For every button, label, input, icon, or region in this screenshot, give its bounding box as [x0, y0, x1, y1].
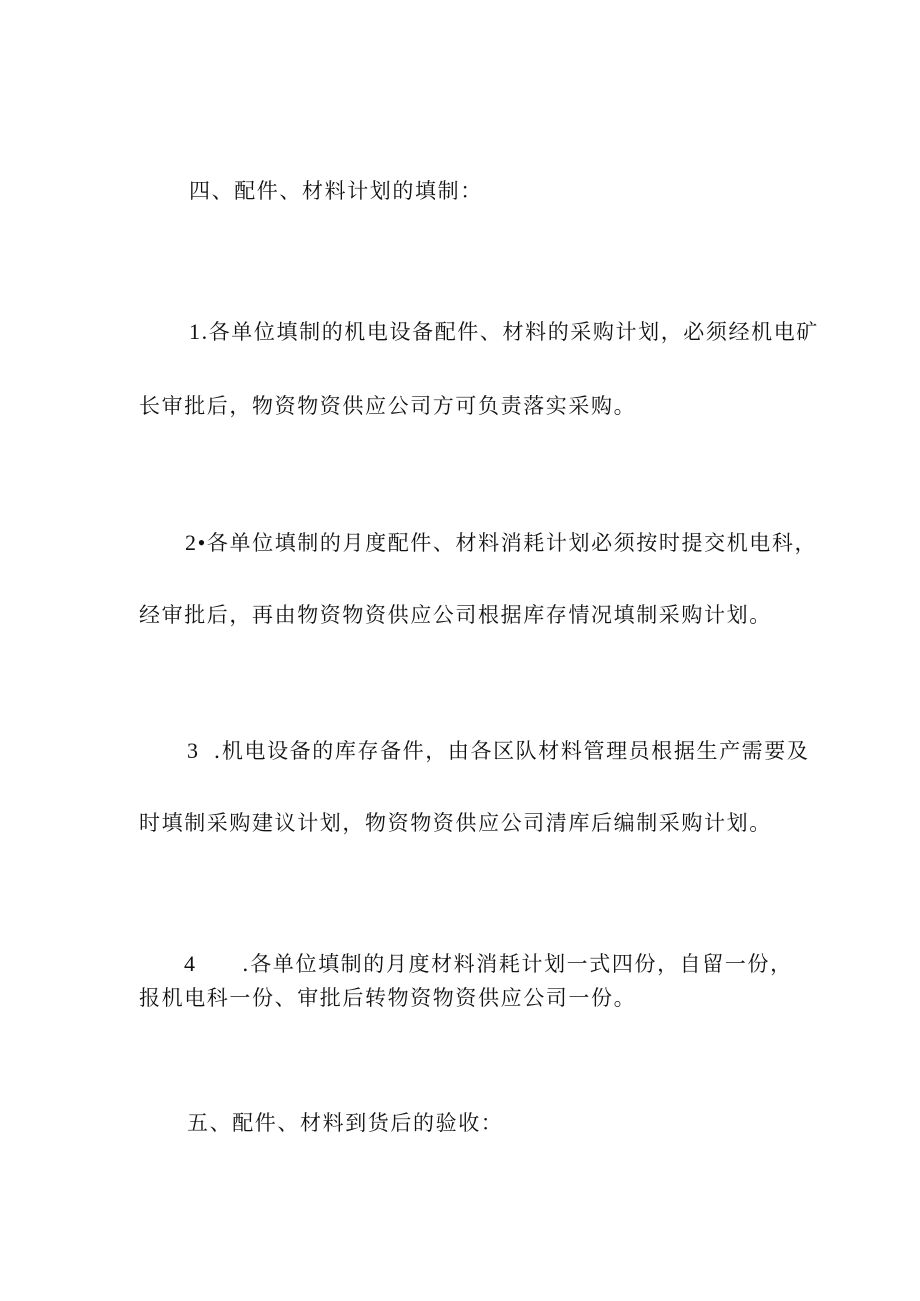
item-4-line-1: [184, 949, 793, 979]
item-1-number: 1.: [189, 319, 209, 344]
item-3-number: 3: [187, 738, 200, 763]
item-4-line-2: 报机电科一份、审批后转物资物资供应公司一份。: [139, 986, 637, 1010]
item-1-line-1: [189, 317, 819, 347]
item-2-line-2: 经审批后，再由物资物资供应公司根据库存情况填制采购计划。: [139, 603, 772, 627]
item-2-line-1: [185, 528, 817, 558]
item-2-number: 2•: [185, 530, 207, 555]
item-2-text: 各单位填制的月度配件、材料消耗计划必须按时提交机电科，: [206, 531, 818, 555]
item-1-line-2: 长审批后，物资物资供应公司方可负责落实采购。: [139, 394, 637, 418]
item-3-line-2: 时填制采购建议计划，物资物资供应公司清库后编制采购计划。: [139, 811, 772, 835]
item-3-line-1: [187, 736, 809, 766]
section-heading-4: 四、配件、材料计划的填制：: [189, 179, 483, 203]
item-4-text: .各单位填制的月度材料消耗计划一式四份，自留一份，: [242, 952, 793, 976]
section-heading-5: 五、配件、材料到货后的验收：: [187, 1111, 504, 1135]
item-1-text: 各单位填制的机电设备配件、材料的采购计划，必须经机电矿: [208, 320, 819, 344]
item-3-text: .机电设备的库存备件，由各区队材料管理员根据生产需要及: [213, 739, 810, 763]
item-4-number: 4: [184, 951, 197, 976]
